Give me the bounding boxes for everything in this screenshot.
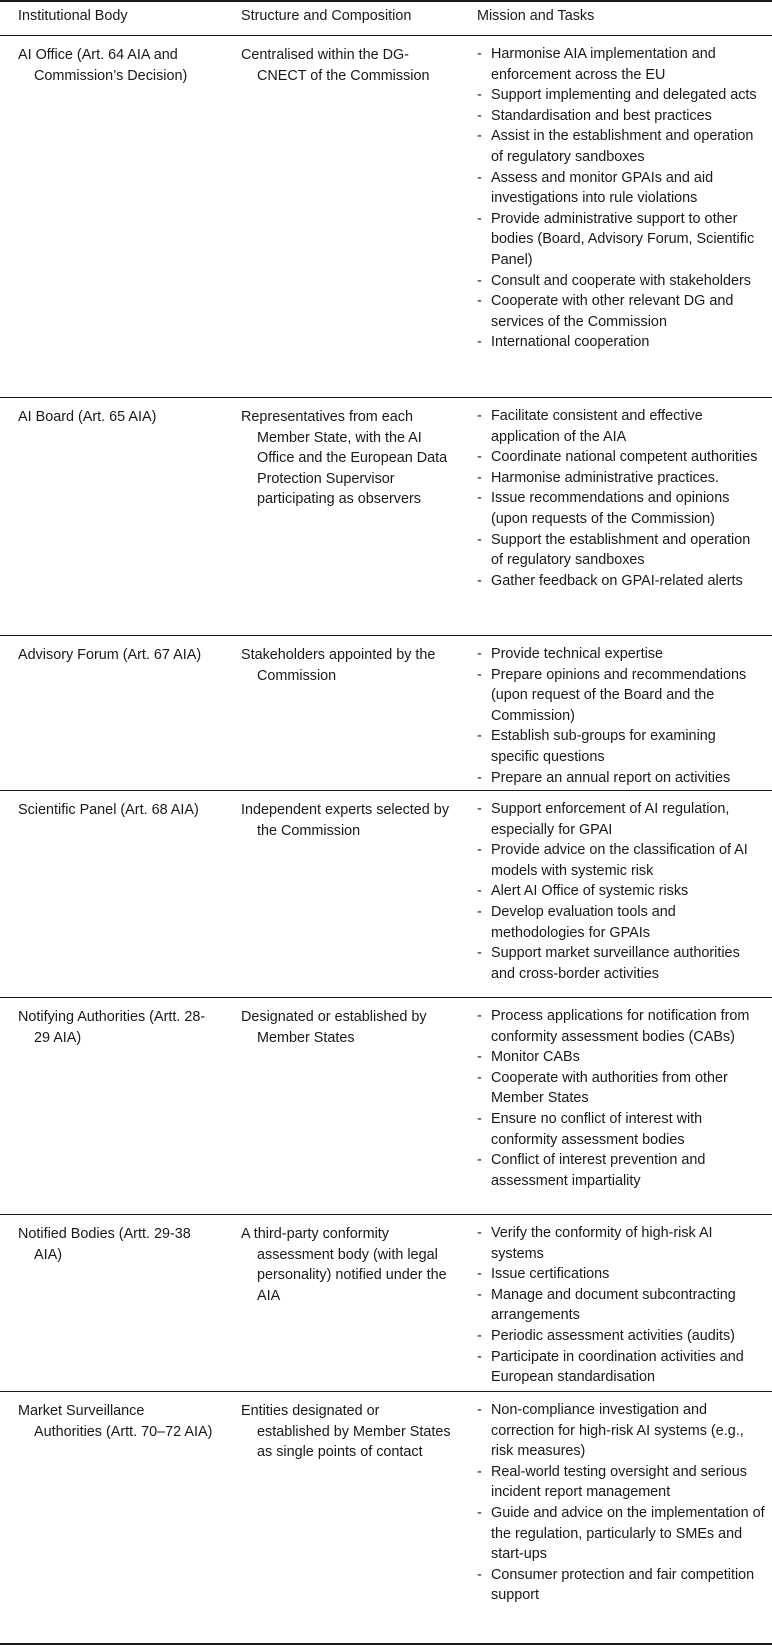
structure-cell: Representatives from each Member State, with the AI Office and the European Data Protection Supervisor participating as observers bbox=[241, 409, 448, 508]
task-item: - Harmonise AIA implementation and enforcement across the EU bbox=[491, 44, 766, 85]
task-item: - Issue recommendations and opinions (upon requests of the Commission) bbox=[491, 488, 766, 529]
task-item: - Establish sub-groups for examining specific questions bbox=[491, 726, 766, 767]
task-item: - Facilitate consistent and effective application of the AIA bbox=[491, 406, 766, 447]
table-header bbox=[0, 1, 772, 36]
task-item: - Support implementing and delegated acts bbox=[491, 85, 766, 106]
table-row bbox=[0, 1215, 772, 1392]
task-item: - Participate in coordination activities and European standardisation bbox=[491, 1347, 766, 1388]
task-item: - Develop evaluation tools and methodologies for GPAIs bbox=[491, 902, 766, 943]
task-item: - Gather feedback on GPAI-related alerts bbox=[491, 571, 766, 592]
task-list bbox=[459, 644, 766, 788]
institutional-body-cell: Notified Bodies (Artt. 29-38 AIA) bbox=[18, 1226, 191, 1263]
task-item: - International cooperation bbox=[491, 332, 766, 353]
header-institutional-body: Institutional Body bbox=[18, 8, 128, 24]
task-item: - Monitor CABs bbox=[491, 1047, 766, 1068]
task-item: - Standardisation and best practices bbox=[491, 106, 766, 127]
institutional-body-cell: AI Office (Art. 64 AIA and Commission’s Decision) bbox=[18, 47, 188, 84]
task-item: - Assess and monitor GPAIs and aid investigations into rule violations bbox=[491, 168, 766, 209]
table-row bbox=[0, 998, 772, 1215]
task-item: - Prepare opinions and recommendations (upon request of the Board and the Commission) bbox=[491, 665, 766, 727]
task-item: - Cooperate with other relevant DG and services of the Commission bbox=[491, 291, 766, 332]
tasks-cell bbox=[459, 1392, 772, 1645]
task-list bbox=[459, 1400, 766, 1606]
task-item: - Periodic assessment activities (audits) bbox=[491, 1326, 766, 1347]
task-item: - Support enforcement of AI regulation, especially for GPAI bbox=[491, 799, 766, 840]
structure-cell: Centralised within the DG-CNECT of the Commission bbox=[241, 47, 430, 84]
task-item: - Guide and advice on the implementation of the regulation, particularly to SMEs and start-ups bbox=[491, 1503, 766, 1565]
task-item: - Prepare an annual report on activities bbox=[491, 768, 766, 789]
task-item: - Provide advice on the classification of AI models with systemic risk bbox=[491, 840, 766, 881]
header-mission-tasks: Mission and Tasks bbox=[477, 8, 595, 24]
table-row bbox=[0, 36, 772, 398]
tasks-cell bbox=[459, 636, 772, 791]
task-item: - Provide administrative support to other bodies (Board, Advisory Forum, Scientific Panel) bbox=[491, 209, 766, 271]
table-row bbox=[0, 791, 772, 998]
header-structure-composition: Structure and Composition bbox=[241, 8, 412, 24]
task-item: - Real-world testing oversight and serious incident report management bbox=[491, 1462, 766, 1503]
tasks-cell bbox=[459, 36, 772, 398]
task-item: - Manage and document subcontracting arrangements bbox=[491, 1285, 766, 1326]
task-list bbox=[459, 1223, 766, 1388]
structure-cell: Designated or established by Member States bbox=[241, 1009, 427, 1046]
task-list bbox=[459, 1006, 766, 1191]
structure-cell: A third-party conformity assessment body (with legal personality) notified under the AIA bbox=[241, 1226, 447, 1304]
tasks-cell bbox=[459, 998, 772, 1215]
task-list bbox=[459, 406, 766, 591]
institutional-body-cell: Advisory Forum (Art. 67 AIA) bbox=[18, 647, 202, 663]
table-row bbox=[0, 398, 772, 636]
task-list bbox=[459, 44, 766, 353]
institutional-body-cell: Scientific Panel (Art. 68 AIA) bbox=[18, 802, 199, 818]
tasks-cell bbox=[459, 791, 772, 998]
task-list bbox=[459, 799, 766, 984]
task-item: - Process applications for notification from conformity assessment bodies (CABs) bbox=[491, 1006, 766, 1047]
institutional-body-cell: Notifying Authorities (Artt. 28-29 AIA) bbox=[18, 1009, 206, 1046]
task-item: - Verify the conformity of high-risk AI systems bbox=[491, 1223, 766, 1264]
task-item: - Issue certifications bbox=[491, 1264, 766, 1285]
task-item: - Harmonise administrative practices. bbox=[491, 468, 766, 489]
task-item: - Non-compliance investigation and correction for high-risk AI systems (e.g., risk measures) bbox=[491, 1400, 766, 1462]
task-item: - Consult and cooperate with stakeholders bbox=[491, 271, 766, 292]
task-item: - Consumer protection and fair competition support bbox=[491, 1565, 766, 1606]
task-item: - Cooperate with authorities from other Member States bbox=[491, 1068, 766, 1109]
table-row bbox=[0, 1392, 772, 1645]
institutional-body-cell: AI Board (Art. 65 AIA) bbox=[18, 409, 157, 425]
task-item: - Support market surveillance authorities and cross-border activities bbox=[491, 943, 766, 984]
institutional-body-cell: Market Surveillance Authorities (Artt. 70–72 AIA) bbox=[18, 1403, 213, 1440]
structure-cell: Independent experts selected by the Commission bbox=[241, 802, 450, 839]
task-item: - Support the establishment and operation of regulatory sandboxes bbox=[491, 530, 766, 571]
tasks-cell bbox=[459, 1215, 772, 1392]
structure-cell: Stakeholders appointed by the Commission bbox=[241, 647, 436, 684]
task-item: - Alert AI Office of systemic risks bbox=[491, 881, 766, 902]
task-item: - Assist in the establishment and operation of regulatory sandboxes bbox=[491, 126, 766, 167]
table-body bbox=[0, 36, 772, 1645]
header-row bbox=[0, 1, 772, 36]
structure-cell: Entities designated or established by Member States as single points of contact bbox=[241, 1403, 451, 1461]
tasks-cell bbox=[459, 398, 772, 636]
task-item: - Conflict of interest prevention and assessment impartiality bbox=[491, 1150, 766, 1191]
task-item: - Ensure no conflict of interest with conformity assessment bodies bbox=[491, 1109, 766, 1150]
table-row bbox=[0, 636, 772, 791]
task-item: - Coordinate national competent authorities bbox=[491, 447, 766, 468]
task-item: - Provide technical expertise bbox=[491, 644, 766, 665]
